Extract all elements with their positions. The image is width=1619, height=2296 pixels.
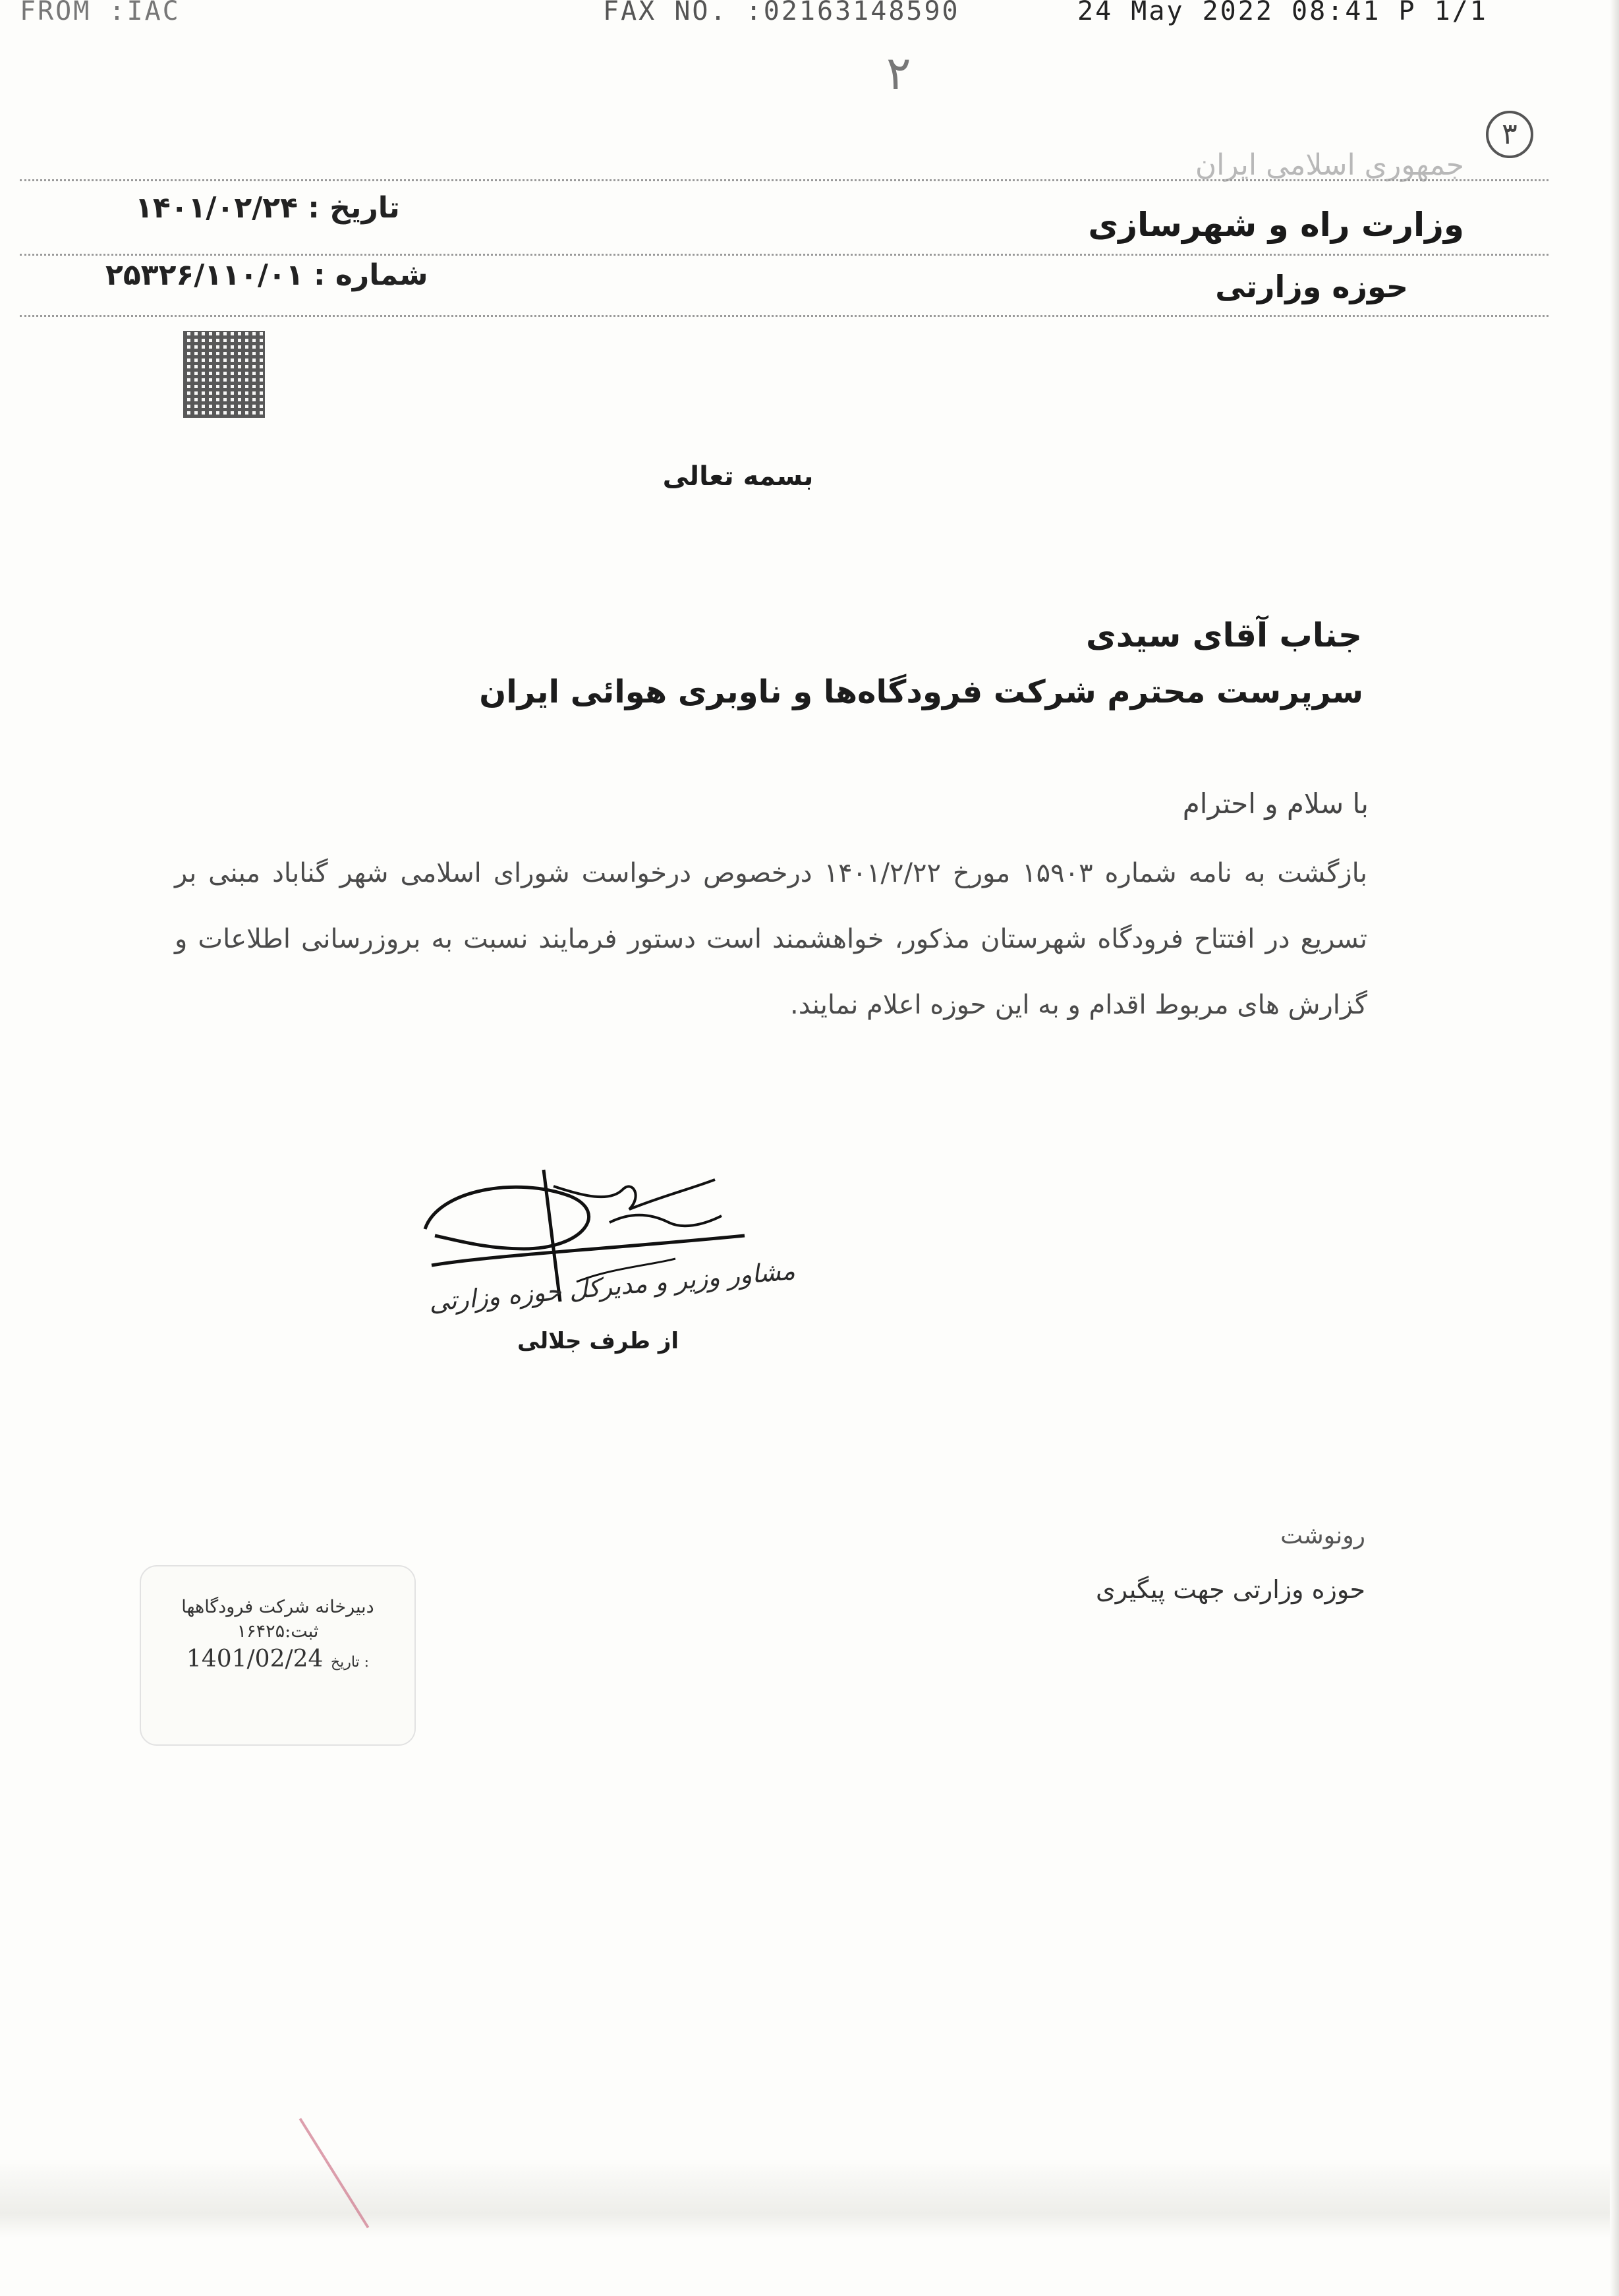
fax-from: FROM :IAC bbox=[20, 0, 181, 26]
letter-date: تاریخ : ۱۴۰۱/۰۲/۲۴ bbox=[135, 191, 400, 225]
scan-edge bbox=[1610, 0, 1619, 2296]
scan-shadow bbox=[0, 2158, 1619, 2237]
cc-recipient: حوزه وزارتی جهت پیگیری bbox=[1095, 1575, 1365, 1604]
signer-title: مشاور وزیر و مدیرکل حوزه وزارتی bbox=[428, 1255, 797, 1317]
cc-label: رونوشت bbox=[1280, 1522, 1365, 1549]
bismillah: بسمه تعالی bbox=[662, 461, 814, 492]
ministry-name: وزارت راه و شهرسازی bbox=[1088, 206, 1464, 244]
circled-number: ۳ bbox=[1486, 111, 1533, 158]
signer-name: از طرف جلالی bbox=[517, 1328, 679, 1354]
letter-number: شماره : ۲۵۳۲۶/۱۱۰/۰۱ bbox=[105, 258, 428, 292]
addressee-title: سرپرست محترم شرکت فرودگاه‌ها و ناوبری هوائی ایران bbox=[479, 674, 1363, 710]
stamp-registration: ثبت:۱۶۴۲۵ bbox=[237, 1621, 319, 1642]
letterhead-rule-bottom bbox=[20, 315, 1548, 317]
letterhead-rule-top bbox=[20, 179, 1548, 181]
stamp-date-row bbox=[141, 1646, 414, 1673]
salutation: با سلام و احترام bbox=[1182, 788, 1369, 820]
handwritten-page-number: ۲ bbox=[886, 46, 911, 100]
stamp-date-label: تاریخ : bbox=[330, 1654, 370, 1671]
addressee-name: جناب آقای سیدی bbox=[1085, 616, 1362, 654]
section-name: حوزه وزارتی bbox=[1215, 269, 1408, 304]
fax-number: FAX NO. :02163148590 bbox=[603, 0, 960, 26]
letter-body: بازگشت به نامه شماره ۱۵۹۰۳ مورخ ۱۴۰۱/۲/۲۲ درخصوص درخواست شورای اسلامی شهر گناباد مبنی بر تسریع در افتتاح فرودگاه شهرستان مذکور، خواهشمند است دستور فرمایند نسبت به بروزرسانی اطلاعات و گزارش های مربوط اقدام و به این حوزه اعلام نمایند. bbox=[175, 858, 1368, 1020]
stamp-date-value: 1401/02/24 bbox=[186, 1646, 324, 1673]
letterhead-rule-middle bbox=[20, 254, 1548, 256]
fax-datetime: 24 May 2022 08:41 P 1/1 bbox=[1077, 0, 1488, 26]
registry-stamp bbox=[140, 1565, 416, 1746]
stamp-office: دبیرخانه شرکت فرودگاهها bbox=[181, 1597, 374, 1617]
qr-code bbox=[183, 331, 265, 418]
country-name: جمهوری اسلامی ایران bbox=[1195, 148, 1464, 182]
